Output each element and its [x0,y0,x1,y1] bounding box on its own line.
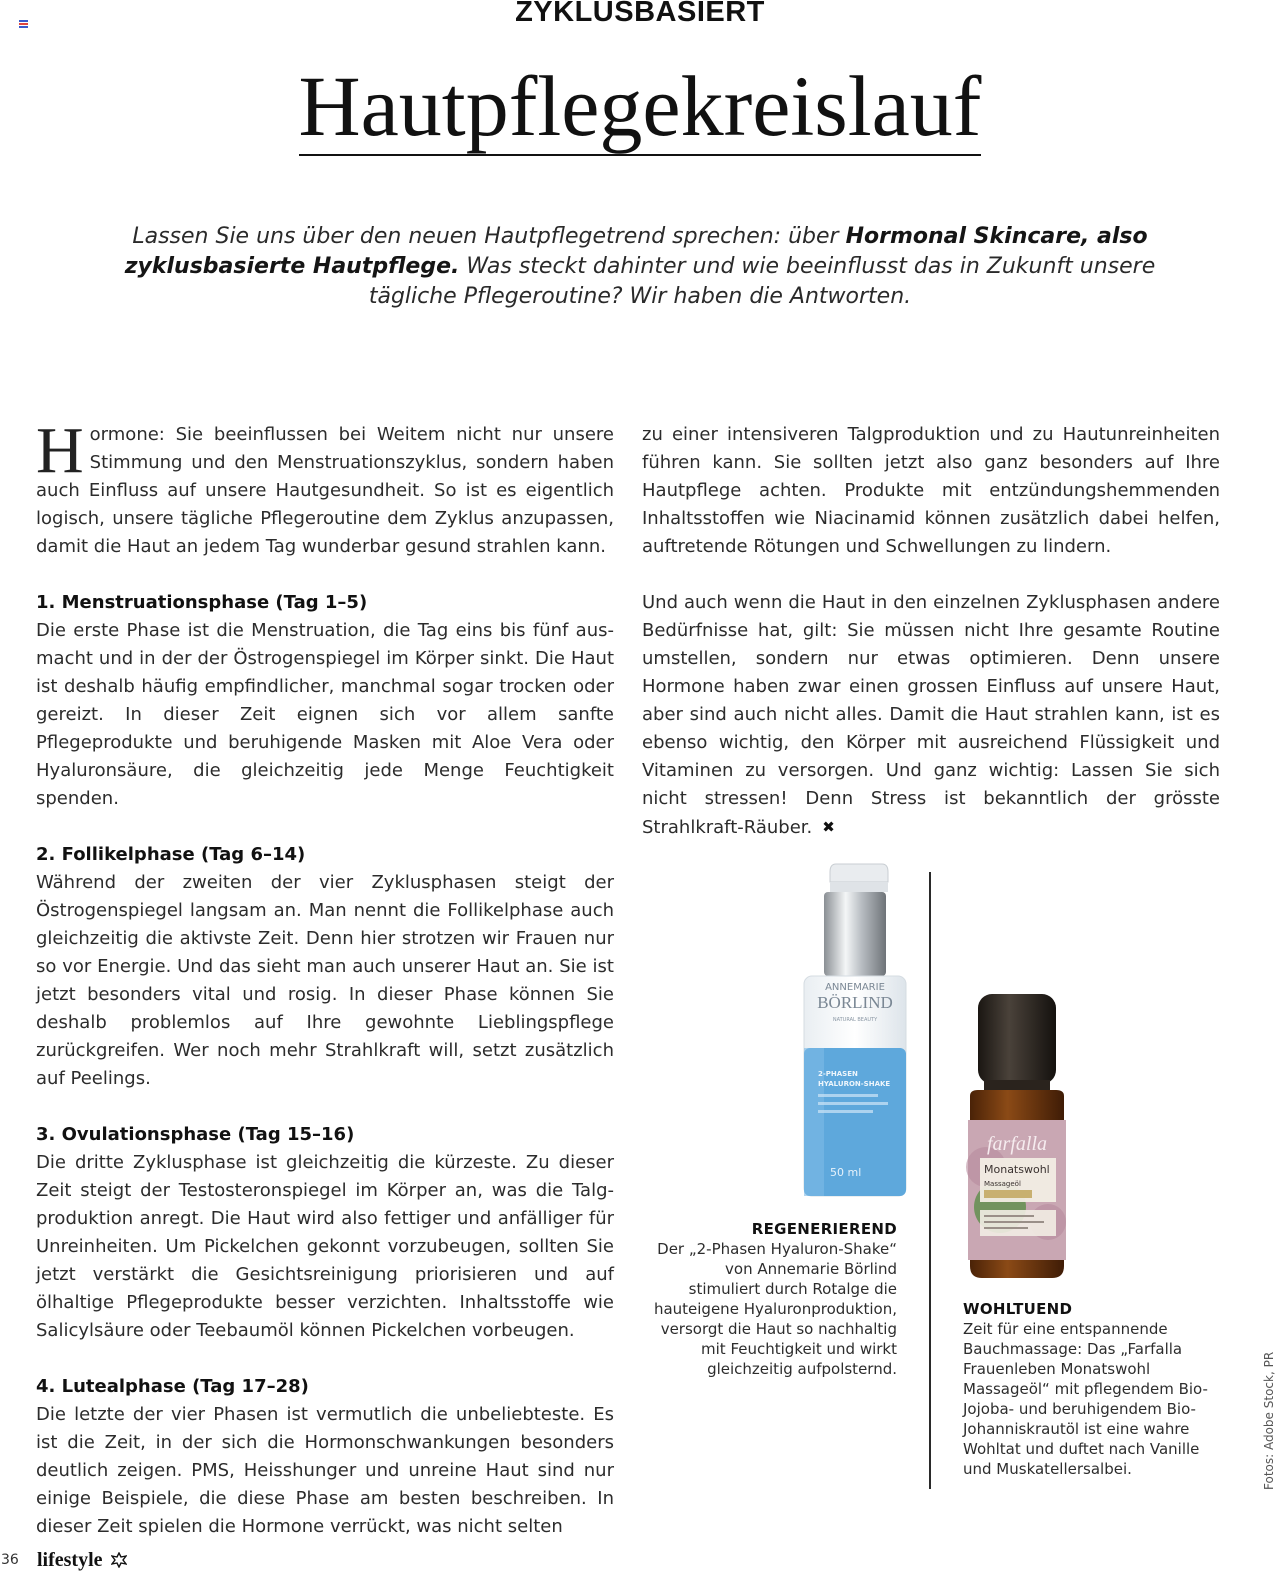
serum-brand-line3: NATURAL BEAUTY [832,1017,878,1023]
caption-text: Der „2-Phasen Hyaluron-Shake“ von Annemarie Börlind stimuliert durch Rotalge die hauteigene Hyaluronproduktion, versorgt die Haut so nachhaltig mit Feuchtigkeit und wirkt gleichzeitig aufpolsternd. [653,1240,897,1378]
drop-cap: H [36,414,84,487]
caption-title: REGENERIEREND [751,1220,897,1238]
caption-text: Zeit für eine entspannende Bauchmassage: Das „Farfalla Frauenleben Monatswohl Massageöl“ mit pflegendem Bio-Jojoba- und beruhigendem Bio-Johanniskrautöl ist eine wahre Wohltat und duftet nach Vanille und Muskatellersalbei. [963,1320,1208,1478]
intro-text: ormone: Sie beeinflussen bei Weitem nicht nur unsere Stimmung und den Menstruationszyklus, sondern haben auch Einfluss auf unsere Hautgesundheit. So ist es eigentlich logisch, unsere tägliche Pflegeroutine dem Zyklus anzupassen, damit die Haut an jedem Tag wunderbar gesund strahlen kann. [36,424,614,557]
lead-bold: Hormonal Skincare, also zyklusbasierte Hautpflege. [124,224,1148,279]
lead-paragraph [100,222,1180,312]
product-caption-wohltuend [963,1299,1223,1479]
caption-divider [929,872,931,1489]
right-paragraph-2-text: Und auch wenn die Haut in den einzelnen Zyklusphasen andere Bedürfnisse hat, gilt: Sie müssen nicht Ihre gesamte Routine umstellen, sondern nur etwas optimieren. Denn unsere Hormone haben zwar einen grossen Einfluss auf unsere Haut, aber sind auch nicht alles. Damit die Haut strahlen kann, ist es ebenso wichtig, den Körper mit ausreichend Flüssigkeit und Vitaminen zu versorgen. Und ganz wichtig: Lassen Sie sich nicht stressen! Denn Stress ist bekanntlich der grösste Strahlkraft-Räuber. [642,592,1220,838]
section-heading: 2. Follikelphase (Tag 6–14) [36,844,306,865]
section-heading: 4. Lutealphase (Tag 17–28) [36,1376,309,1397]
serum-bottle-image [800,858,910,1198]
product-caption-regenerierend [652,1219,897,1379]
massage-oil-bottle-image [956,992,1078,1280]
intro-paragraph [36,414,614,561]
section-heading: 1. Menstruationsphase (Tag 1–5) [36,592,368,613]
magazine-brand: lifestyle [37,1548,103,1571]
article-column-right [642,421,1220,870]
oil-label-line2: Massageöl [984,1180,1021,1188]
serum-brand-line1: ANNEMARIE [825,982,885,993]
article-column-left [36,414,614,1569]
serum-label-line2: HYALURON-SHAKE [818,1080,891,1088]
section-text: Die dritte Zyklusphase ist gleichzeitig die kürzeste. Zu dieser Zeit steigt der Testosteronspiegel im Körper an, was die Talgproduktion anregt. Die Haut wird also fettiger und anfälliger für Unreinheiten. Um Pickelchen gekonnt vorzubeugen, sollten Sie jetzt verstärkt die Gesichtsreinigung priorisieren und auf ölhaltige Pflegeprodukte besser verzichten. Inhaltsstoffe wie Salicylsäure oder Teebaumöl können Pickelchen vorbeugen. [36,1152,614,1341]
brand-logo-icon [111,1552,127,1568]
oil-brand: farfalla [986,1133,1048,1155]
section-text: Während der zweiten der vier Zyklusphasen steigt der Östrogenspiegel langsam an. Man nennt die Follikelphase auch gleichzeitig die aktivste Zeit. Denn hier strotzen wir Frauen nur so vor Energie. Und das sieht man auch unserer Haut an. Sie ist jetzt besonders vital und rosig. In dieser Phase können Sie deshalb problemlos auf Ihre gewohnte Lieblingspflege zurückgreifen. Wer noch mehr Strahlkraft will, setzt zusätzlich auf Peelings. [36,872,614,1089]
section-heading: 3. Ovulationsphase (Tag 15–16) [36,1124,355,1145]
serum-brand-line2: BÖRLIND [817,993,893,1012]
section-kicker: ZYKLUSBASIERT [515,0,765,28]
page-title [0,58,1280,154]
right-paragraph-1: zu einer intensiveren Talgproduktion und zu Hautunreinheiten führen kann. Sie sollten jetzt also ganz besonders auf Ihre Hautpflege achten. Produkte mit entzündungshemmenden Inhaltsstoffen wie Niacinamid können zusätzlich dabei helfen, auftretende Rötungen und Schwellungen zu lindern. [642,424,1220,557]
serum-volume: 50 ml [830,1166,862,1179]
end-mark-icon: ✖ [822,818,835,836]
page-title-text: Hautpflegekreislauf [298,58,982,154]
lead-part2: Was steckt dahinter und wie beeinflusst das in Zukunft unsere tägliche Pflegeroutine? Wir haben die Antworten. [368,254,1156,309]
caption-title: WOHLTUEND [963,1300,1073,1318]
lead-part1: Lassen Sie uns über den neuen Hautpflegetrend sprechen: über [132,224,846,249]
section-text: Die erste Phase ist die Menstruation, die Tag eins bis fünf ausmacht und in der der Östrogenspiegel im Körper sinkt. Die Haut ist deshalb häufig empfindlicher, manchmal sogar trocken oder gereizt. In dieser Zeit eignen sich vor allem sanfte Pflegeprodukte und beruhigende Masken mit Aloe Vera oder Hyaluronsäure, die gleichzeitig jede Menge Feuchtigkeit spenden. [36,620,614,809]
serum-label-line1: 2-PHASEN [818,1070,858,1078]
section-text: Die letzte der vier Phasen ist vermutlich die unbeliebteste. Es ist die Zeit, in der sich die Hormonschwankungen besonders deutlich zeigen. PMS, Heisshunger und unreine Haut sind nur einige Beispiele, die diese Phase am besten beschreiben. In dieser Zeit spielen die Hormone verrückt, was nicht selten [36,1404,614,1537]
oil-label-line1: Monatswohl [984,1163,1050,1176]
right-paragraph-2 [642,589,1220,842]
page-footer [0,1545,127,1575]
photo-credit: Fotos: Adobe Stock, PR [1262,1351,1276,1490]
page-number: 36 [1,1552,19,1568]
